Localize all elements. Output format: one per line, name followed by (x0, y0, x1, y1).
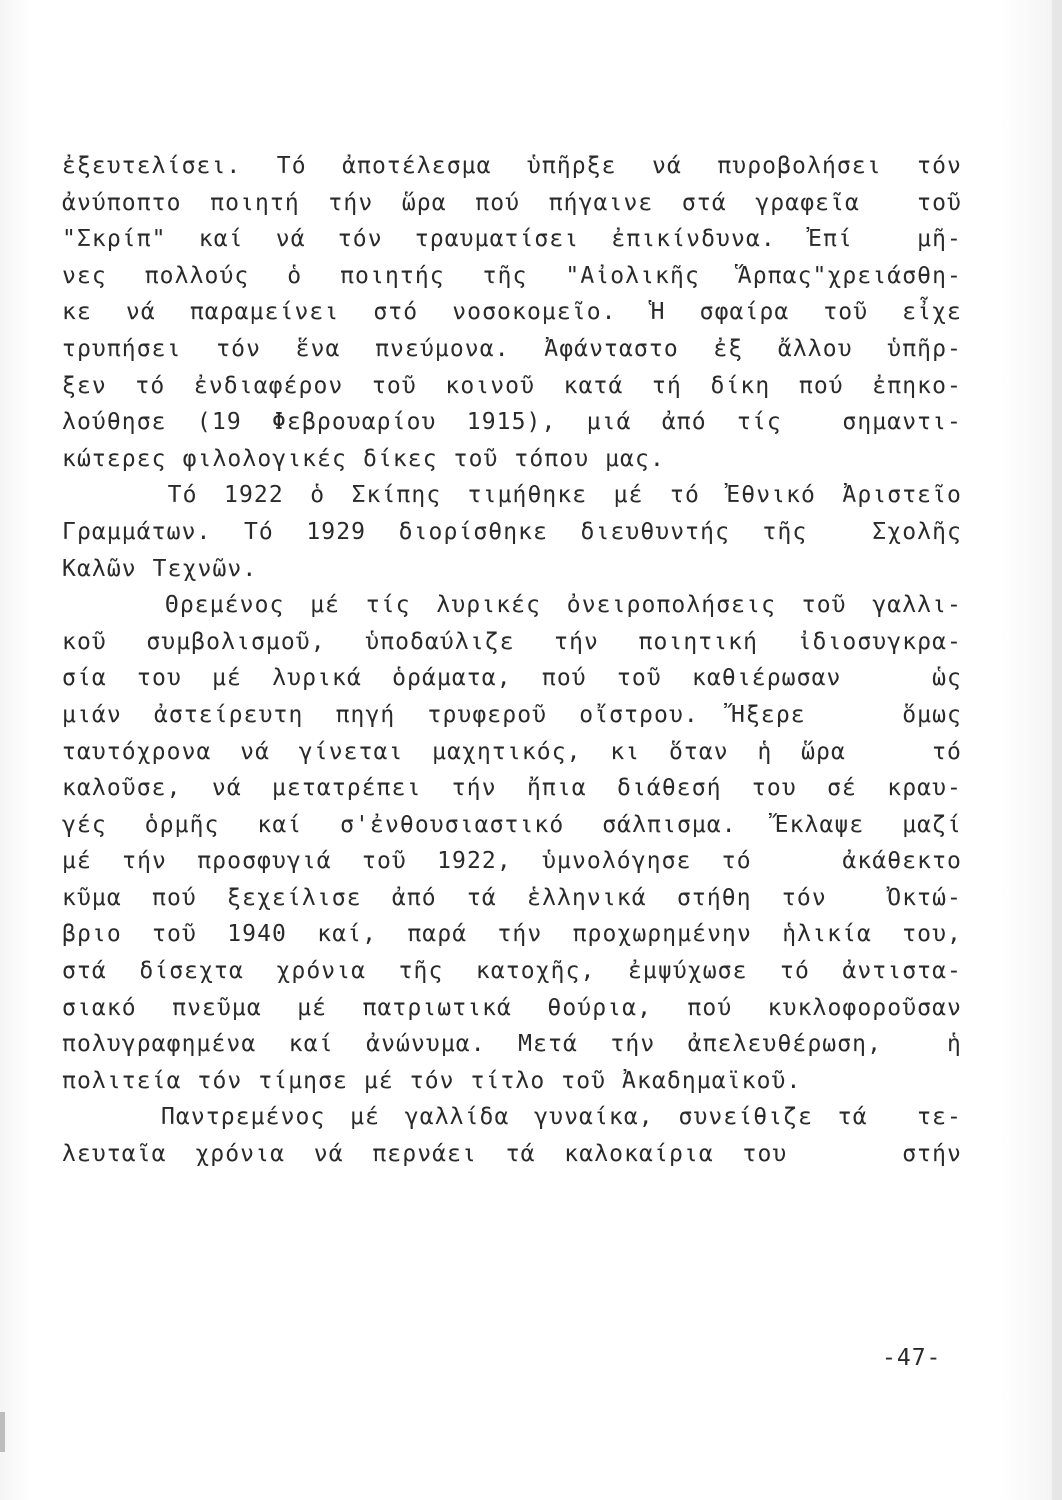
text-line-18: καλοῦσε, νά μετατρέπει τήν ἤπια διάθεσή του σέ κραυ- (62, 775, 962, 802)
text-line-24: σιακό πνεῦμα μέ πατριωτικά θούρια, πού κυκλοφοροῦσαν (62, 994, 962, 1021)
text-line-10: Τό 1922 ὁ Σκίπης τιμήθηκε μέ τό Ἐθνικό Ἀριστεῖο (62, 482, 962, 509)
text-line-16: μιάν ἀστείρευτη πηγή τρυφεροῦ οἴστρου. Ἤξερε ὅμως (62, 701, 962, 728)
text-line-23: στά δίσεχτα χρόνια τῆς κατοχῆς, ἐμψύχωσε τό ἀντιστα- (62, 958, 962, 985)
text-line-19: γές ὁρμῆς καί σ'ἐνθουσιαστικό σάλπισμα. Ἔκλαψε μαζί (62, 811, 962, 838)
text-line-2: ἀνύποπτο ποιητή τήν ὥρα πού πήγαινε στά γραφεῖα τοῦ (62, 189, 962, 216)
scan-binding-mark (0, 1412, 5, 1452)
body-text (62, 148, 962, 1173)
text-line-21: κῦμα πού ξεχείλισε ἀπό τά ἑλληνικά στήθη τόν Ὀκτώ- (62, 884, 962, 911)
text-line-4: νες πολλούς ὁ ποιητής τῆς "Αἰολικῆς Ἅρπας"χρειάσθη- (62, 262, 962, 289)
text-line-26: πολιτεία τόν τίμησε μέ τόν τίτλο τοῦ Ἀκαδημαϊκοῦ. (62, 1067, 802, 1094)
text-line-1: ἐξευτελίσει. Τό ἀποτέλεσμα ὑπῆρξε νά πυροβολήσει τόν (62, 153, 962, 179)
text-line-3: "Σκρίπ" καί νά τόν τραυματίσει ἐπικίνδυνα. Ἐπί μῆ- (62, 226, 962, 253)
text-line-7: ξεν τό ἐνδιαφέρον τοῦ κοινοῦ κατά τή δίκη πού ἐπηκο- (62, 372, 962, 399)
text-line-15: σία του μέ λυρικά ὁράματα, πού τοῦ καθιέρωσαν ὡς (62, 665, 962, 692)
text-line-27: Παντρεμένος μέ γαλλίδα γυναίκα, συνείθιζε τά τε- (62, 1104, 962, 1131)
text-line-28: λευταῖα χρόνια νά περνάει τά καλοκαίρια του στήν (62, 1141, 962, 1168)
text-line-22: βριο τοῦ 1940 καί, παρά τήν προχωρημένην ἡλικία του, (62, 921, 962, 948)
text-line-6: τρυπήσει τόν ἕνα πνεύμονα. Ἀφάνταστο ἐξ ἄλλου ὑπῆρ- (62, 335, 962, 362)
text-line-11: Γραμμάτων. Τό 1929 διορίσθηκε διευθυντής τῆς Σχολῆς (62, 518, 962, 545)
text-line-12: Καλῶν Τεχνῶν. (62, 555, 258, 582)
text-line-5: κε νά παραμείνει στό νοσοκομεῖο. Ἡ σφαίρα τοῦ εἶχε (62, 299, 962, 326)
text-line-25: πολυγραφημένα καί ἀνώνυμα. Μετά τήν ἀπελευθέρωση, ἡ (62, 1031, 962, 1058)
text-line-17: ταυτόχρονα νά γίνεται μαχητικός, κι ὅταν ἡ ὥρα τό (62, 738, 962, 765)
text-line-8: λούθησε (19 Φεβρουαρίου 1915), μιά ἀπό τίς σημαντι- (62, 409, 962, 436)
page-edge-shadow (1052, 0, 1062, 1500)
text-line-13: Θρεμένος μέ τίς λυρικές ὀνειροπολήσεις τοῦ γαλλι- (62, 592, 962, 619)
text-line-14: κοῦ συμβολισμοῦ, ὑποδαύλιζε τήν ποιητική ἰδιοσυγκρα- (62, 628, 962, 655)
page-number: -47- (882, 1345, 942, 1371)
text-line-20: μέ τήν προσφυγιά τοῦ 1922, ὑμνολόγησε τό ἀκάθεκτο (62, 848, 962, 875)
text-line-9: κώτερες φιλολογικές δίκες τοῦ τόπου μας. (62, 445, 665, 472)
